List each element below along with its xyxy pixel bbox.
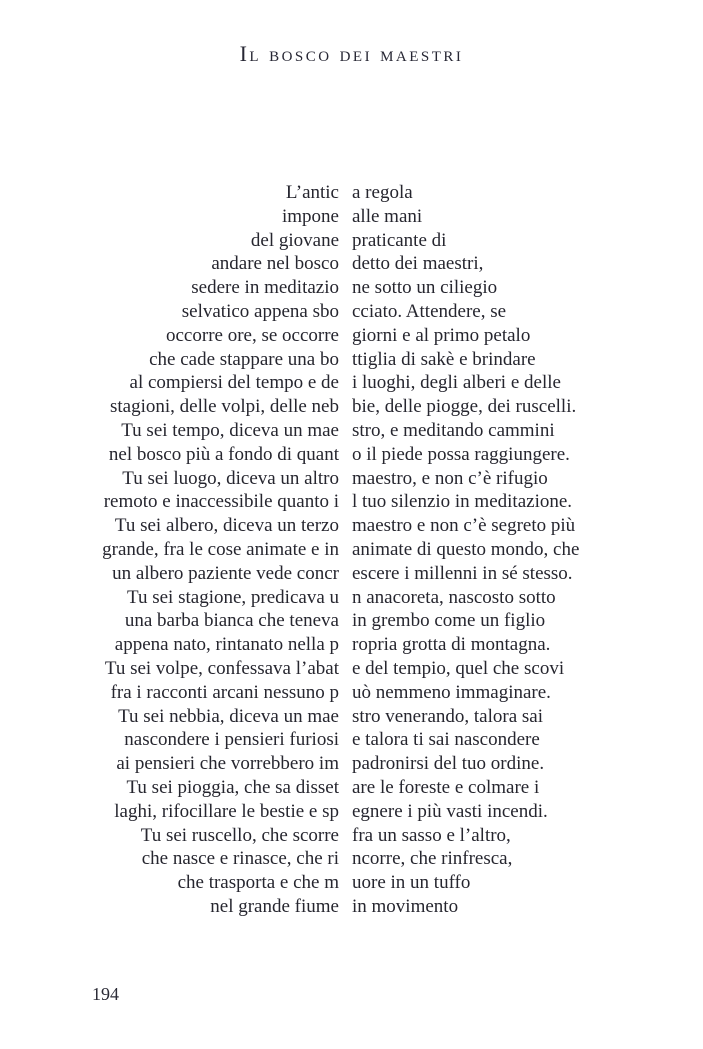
poem-line — [0, 490, 703, 514]
poem-line-left: Tu sei albero, diceva un terzo — [114, 515, 339, 537]
poem-line-left: laghi, rifocillare le bestie e sp — [114, 800, 339, 822]
poem-line-right: stro venerando, talora sai — [352, 705, 543, 727]
poem-line-left: L’antic — [285, 182, 339, 203]
poem-line-right: o il piede possa raggiungere. — [352, 443, 570, 465]
poem-line — [0, 562, 703, 586]
poem-calligram — [0, 181, 703, 919]
poem-line — [0, 252, 703, 276]
poem-line-left: Tu sei tempo, diceva un mae — [121, 419, 339, 441]
poem-line-right: animate di questo mondo, che — [352, 538, 580, 560]
poem-line — [0, 324, 703, 348]
poem-line-right: fra un sasso e l’altro, — [352, 824, 511, 846]
poem-line-left: Tu sei luogo, diceva un altro — [122, 467, 339, 489]
poem-line-right: l tuo silenzio in meditazione. — [352, 491, 573, 513]
poem-line — [0, 181, 703, 205]
poem-line-right: i luoghi, degli alberi e delle — [352, 372, 561, 394]
poem-line-left: sedere in meditazio — [191, 277, 339, 299]
poem-line — [0, 871, 703, 895]
poem-line-right: ne sotto un ciliegio — [352, 277, 498, 299]
poem-line — [0, 728, 703, 752]
poem-line — [0, 205, 703, 229]
poem-line-right: ropria grotta di montagna. — [352, 634, 551, 656]
poem-line-right: praticante di — [352, 229, 447, 251]
poem-line-right: uore in un tuffo — [352, 872, 471, 894]
poem-line — [0, 824, 703, 848]
poem-line-left: Tu sei ruscello, che scorre — [140, 824, 339, 846]
poem-line-left: che nasce e rinasce, che ri — [141, 848, 339, 870]
poem-line-left: occorre ore, se occorre — [166, 324, 339, 346]
poem-line-right: in grembo come un figlio — [352, 610, 546, 632]
poem-line-right: n anacoreta, nascosto sotto — [352, 586, 556, 608]
page-title: Il bosco dei maestri — [239, 41, 464, 66]
poem-line-right: are le foreste e colmare i — [352, 776, 540, 798]
poem-line-left: al compiersi del tempo e de — [129, 372, 339, 394]
poem-line-right: giorni e al primo petalo — [352, 324, 531, 346]
poem-line — [0, 229, 703, 253]
poem-line — [0, 300, 703, 324]
poem-line — [0, 752, 703, 776]
poem-line-left: nel bosco più a fondo di quant — [108, 443, 339, 465]
poem-line — [0, 776, 703, 800]
poem-line-right: maestro, e non c’è rifugio — [352, 467, 548, 489]
poem-line — [0, 467, 703, 491]
poem-line-left: un albero paziente vede concr — [112, 562, 339, 584]
poem-line-right: bie, delle piogge, dei ruscelli. — [352, 396, 577, 418]
poem-line-left: remoto e inaccessibile quanto i — [103, 491, 339, 513]
poem-line-right: a regola — [352, 182, 413, 203]
poem-line-right: alle mani — [352, 205, 423, 227]
poem-line — [0, 538, 703, 562]
poem-line-left: del giovane — [250, 229, 339, 251]
poem-line-left: una barba bianca che teneva — [124, 610, 339, 632]
poem-line-left: selvatico appena sbo — [181, 300, 339, 322]
poem-line — [0, 895, 703, 919]
poem-line — [0, 633, 703, 657]
poem-line — [0, 681, 703, 705]
poem-line — [0, 276, 703, 300]
poem-line — [0, 657, 703, 681]
poem-line-right: ncorre, che rinfresca, — [352, 848, 513, 870]
poem-line-right: e talora ti sai nascondere — [352, 729, 540, 751]
poem-line-left: nascondere i pensieri furiosi — [124, 729, 339, 751]
poem-line-right: egnere i più vasti incendi. — [352, 800, 548, 822]
poem-line — [0, 847, 703, 871]
poem-line-left: Tu sei pioggia, che sa disset — [126, 776, 339, 798]
poem-line-left: ai pensieri che vorrebbero im — [116, 753, 339, 775]
poem-line-left: che trasporta e che m — [177, 872, 339, 894]
poem-line-right: e del tempio, quel che scovi — [352, 657, 565, 679]
poem-line — [0, 514, 703, 538]
poem-line-right: detto dei maestri, — [352, 253, 484, 275]
poem-line-right: uò nemmeno immaginare. — [352, 681, 551, 703]
poem-line-left: andare nel bosco — [211, 253, 339, 275]
poem-line — [0, 419, 703, 443]
poem-line — [0, 395, 703, 419]
poem-line-right: maestro e non c’è segreto più — [352, 515, 576, 537]
page-number: 194 — [92, 984, 119, 1004]
poem-line — [0, 609, 703, 633]
poem-line — [0, 586, 703, 610]
poem-line-right: padronirsi del tuo ordine. — [352, 753, 545, 775]
poem-line-left: Tu sei volpe, confessava l’abat — [104, 657, 339, 679]
poem-line-left: impone — [282, 205, 339, 227]
poem-line-left: stagioni, delle volpi, delle neb — [109, 396, 339, 418]
poem-line-left: fra i racconti arcani nessuno p — [110, 681, 339, 703]
poem-line-right: ttiglia di sakè e brindare — [352, 348, 536, 370]
poem-line-left: Tu sei nebbia, diceva un mae — [118, 705, 339, 727]
poem-line — [0, 371, 703, 395]
poem-line-right: escere i millenni in sé stesso. — [352, 562, 573, 584]
poem-line-right: stro, e meditando cammini — [352, 419, 555, 441]
poem-line-right: in movimento — [352, 895, 459, 917]
poem-line-right: cciato. Attendere, se — [352, 300, 507, 322]
poem-line — [0, 348, 703, 372]
poem-line-left: grande, fra le cose animate e in — [102, 538, 339, 560]
poem-line — [0, 443, 703, 467]
poem-line-left: che cade stappare una bo — [149, 348, 339, 370]
poem-line — [0, 705, 703, 729]
poem-line — [0, 800, 703, 824]
poem-line-left: appena nato, rintanato nella p — [114, 634, 339, 656]
poem-line-left: nel grande fiume — [210, 895, 339, 917]
poem-line-left: Tu sei stagione, predicava u — [127, 586, 339, 608]
